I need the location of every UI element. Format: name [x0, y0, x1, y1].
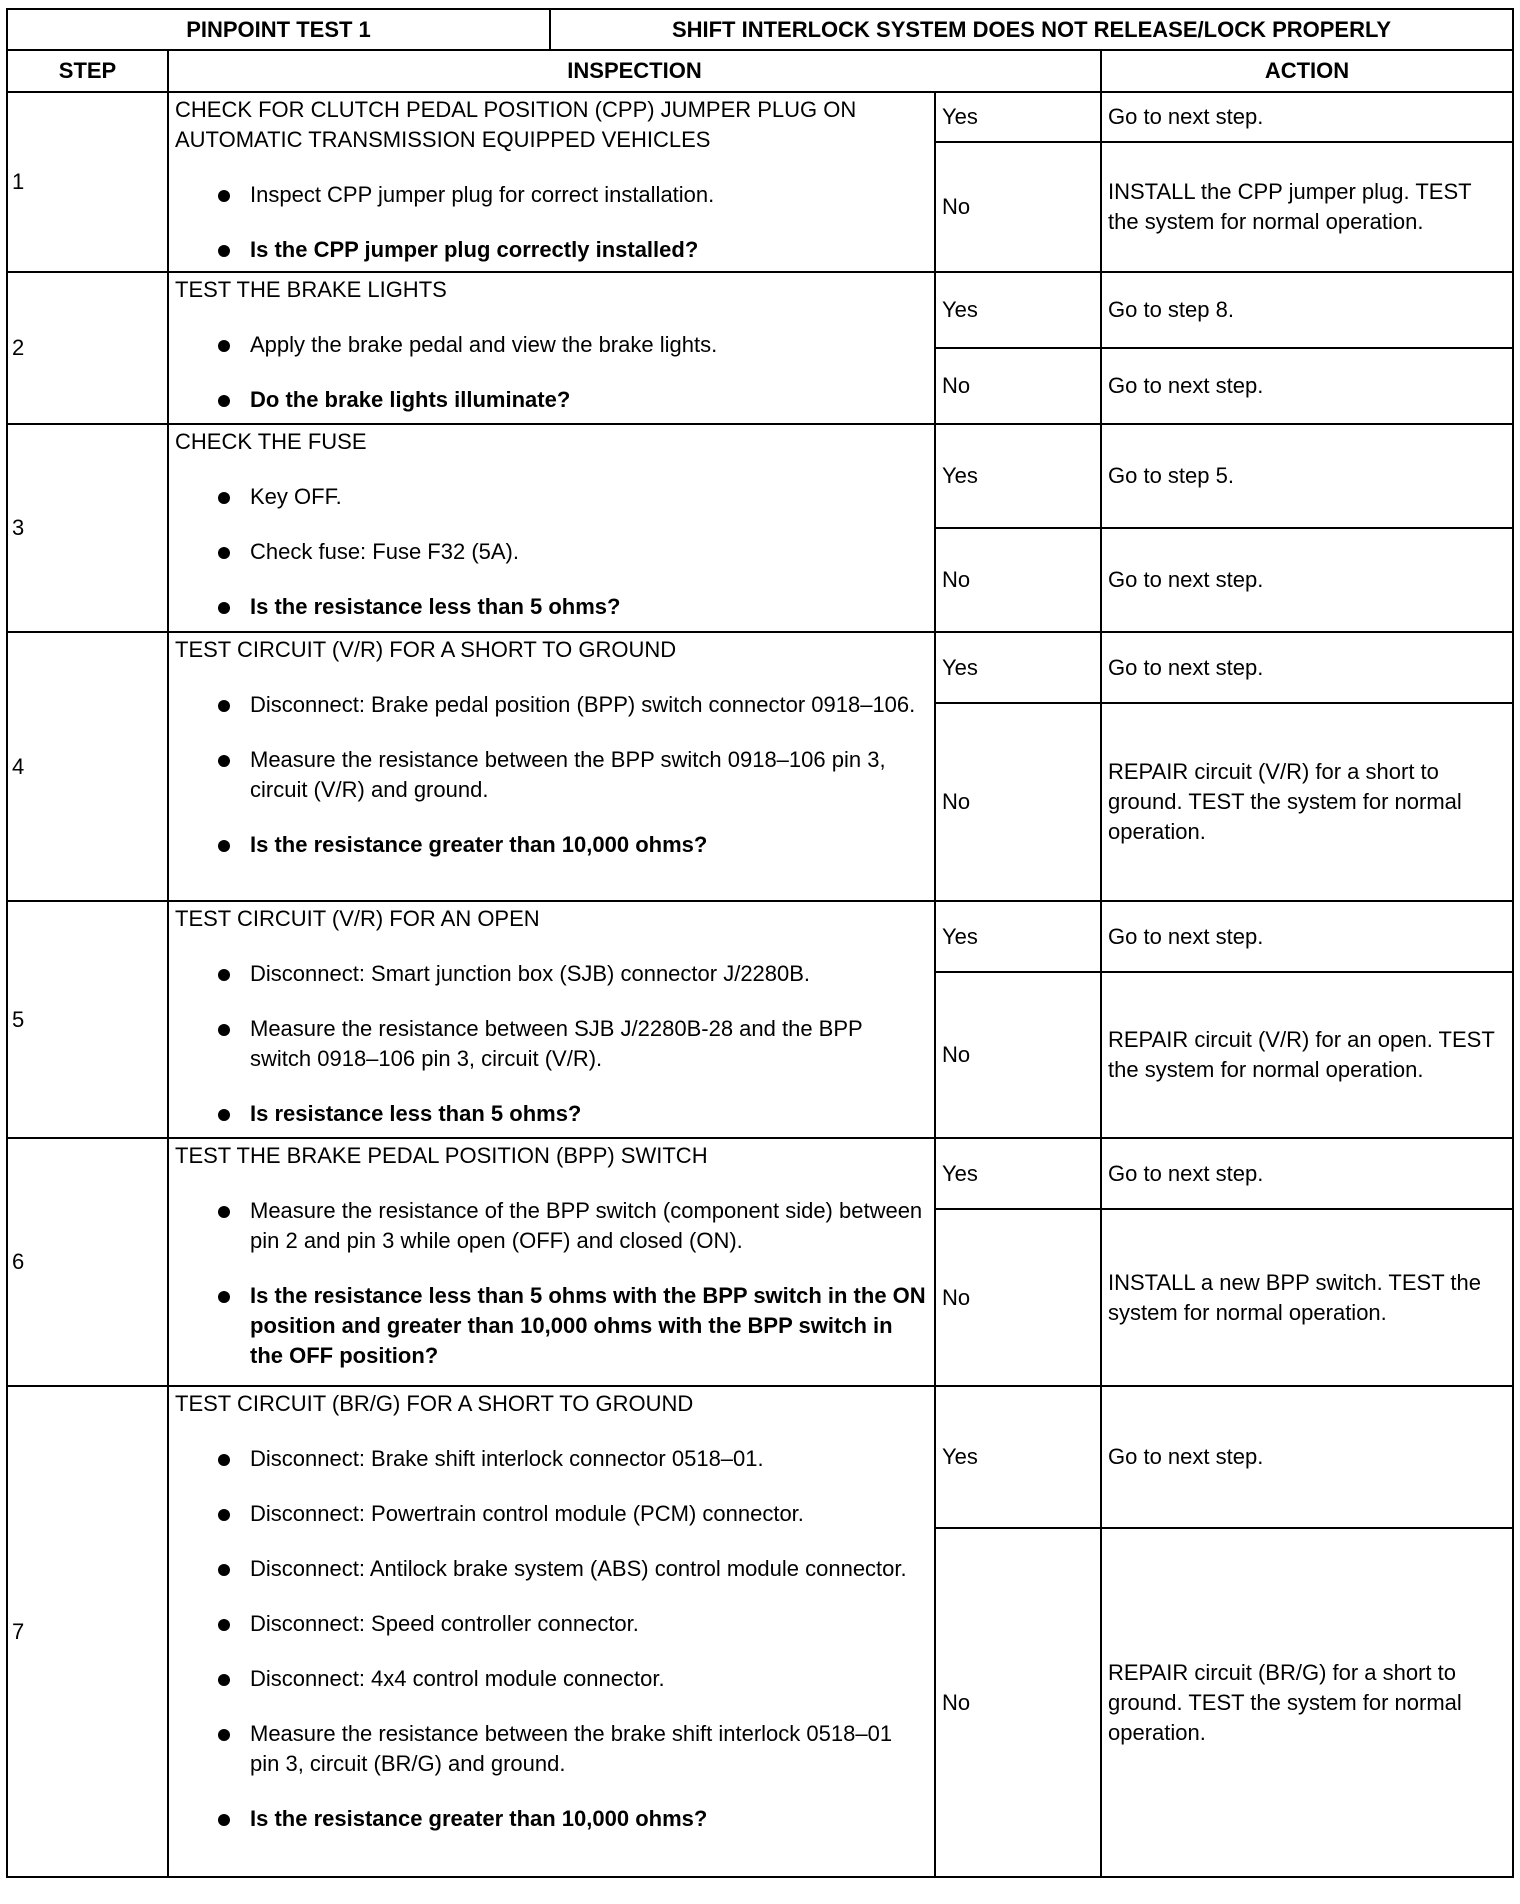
test-title: SHIFT INTERLOCK SYSTEM DOES NOT RELEASE/LOCK PROPERLY: [550, 9, 1513, 50]
inspection-bullet: Disconnect: Brake shift interlock connector 0518–01.: [175, 1444, 926, 1474]
yes-action: Go to next step.: [1101, 1386, 1513, 1528]
inspection-bullet: Measure the resistance of the BPP switch (component side) between pin 2 and pin 3 while open (OFF) and closed (ON).: [175, 1196, 926, 1256]
inspection-title: CHECK THE FUSE: [175, 429, 367, 454]
yes-label: Yes: [935, 1386, 1101, 1528]
yes-label: Yes: [935, 272, 1101, 348]
no-action: REPAIR circuit (V/R) for an open. TEST the system for normal operation.: [1101, 972, 1513, 1138]
inspection-bullet: Disconnect: Smart junction box (SJB) connector J/2280B.: [175, 959, 926, 989]
yes-action: Go to step 8.: [1101, 272, 1513, 348]
yes-label: Yes: [935, 424, 1101, 528]
inspection-bullets: [175, 180, 926, 265]
step-number: 2: [7, 272, 168, 424]
inspection-bullet: Measure the resistance between SJB J/2280B-28 and the BPP switch 0918–106 pin 3, circuit (V/R).: [175, 1014, 926, 1074]
yes-action: Go to step 5.: [1101, 424, 1513, 528]
yes-label: Yes: [935, 632, 1101, 703]
yes-action: Go to next step.: [1101, 901, 1513, 972]
title-row: [7, 9, 1513, 50]
inspection-title: TEST CIRCUIT (V/R) FOR AN OPEN: [175, 906, 540, 931]
inspection-bullet: Disconnect: Brake pedal position (BPP) switch connector 0918–106.: [175, 690, 926, 720]
inspection-bullet: Measure the resistance between the BPP switch 0918–106 pin 3, circuit (V/R) and ground.: [175, 745, 926, 805]
yes-action: Go to next step.: [1101, 1138, 1513, 1209]
inspection-bullets: [175, 1444, 926, 1834]
inspection-bullet: Disconnect: Powertrain control module (PCM) connector.: [175, 1499, 926, 1529]
inspection-bullets: [175, 482, 926, 622]
inspection-question: Is resistance less than 5 ohms?: [175, 1099, 926, 1129]
inspection-question: Is the resistance less than 5 ohms with the BPP switch in the ON position and greater than 10,000 ohms with the BPP switch in the OFF position?: [175, 1281, 926, 1371]
no-label: No: [935, 1528, 1101, 1877]
inspection-title: TEST THE BRAKE LIGHTS: [175, 277, 447, 302]
inspection-title: TEST CIRCUIT (BR/G) FOR A SHORT TO GROUND: [175, 1391, 694, 1416]
inspection-bullet: Inspect CPP jumper plug for correct installation.: [175, 180, 926, 210]
inspection-cell: [168, 1138, 935, 1386]
inspection-question: Is the resistance greater than 10,000 ohms?: [175, 830, 926, 860]
inspection-question: Is the resistance greater than 10,000 ohms?: [175, 1804, 926, 1834]
inspection-question: Is the resistance less than 5 ohms?: [175, 592, 926, 622]
step-row: [7, 424, 1513, 528]
step-number: 7: [7, 1386, 168, 1877]
inspection-bullet: Measure the resistance between the brake shift interlock 0518–01 pin 3, circuit (BR/G) and ground.: [175, 1719, 926, 1779]
no-label: No: [935, 142, 1101, 272]
yes-label: Yes: [935, 92, 1101, 142]
inspection-question: Is the CPP jumper plug correctly installed?: [175, 235, 926, 265]
pinpoint-test-table: [6, 8, 1514, 1878]
inspection-bullets: [175, 959, 926, 1129]
step-row: [7, 901, 1513, 972]
no-action: REPAIR circuit (V/R) for a short to ground. TEST the system for normal operation.: [1101, 703, 1513, 901]
column-header-inspection: INSPECTION: [168, 50, 1101, 92]
inspection-cell: [168, 1386, 935, 1877]
column-header-step: STEP: [7, 50, 168, 92]
no-label: No: [935, 348, 1101, 424]
yes-action: Go to next step.: [1101, 92, 1513, 142]
column-header-action: ACTION: [1101, 50, 1513, 92]
inspection-cell: [168, 92, 935, 272]
inspection-bullet: Check fuse: Fuse F32 (5A).: [175, 537, 926, 567]
inspection-bullets: [175, 1196, 926, 1371]
yes-action: Go to next step.: [1101, 632, 1513, 703]
step-number: 3: [7, 424, 168, 632]
no-action: INSTALL a new BPP switch. TEST the system for normal operation.: [1101, 1209, 1513, 1386]
step-number: 1: [7, 92, 168, 272]
step-number: 6: [7, 1138, 168, 1386]
inspection-title: CHECK FOR CLUTCH PEDAL POSITION (CPP) JUMPER PLUG ON AUTOMATIC TRANSMISSION EQUIPPED VEHICLES: [175, 97, 857, 152]
inspection-bullet: Key OFF.: [175, 482, 926, 512]
inspection-cell: [168, 424, 935, 632]
step-row: [7, 632, 1513, 703]
step-number: 5: [7, 901, 168, 1138]
test-label: PINPOINT TEST 1: [7, 9, 550, 50]
no-action: REPAIR circuit (BR/G) for a short to ground. TEST the system for normal operation.: [1101, 1528, 1513, 1877]
inspection-bullet: Disconnect: Antilock brake system (ABS) control module connector.: [175, 1554, 926, 1584]
inspection-bullet: Apply the brake pedal and view the brake lights.: [175, 330, 926, 360]
step-row: [7, 1386, 1513, 1528]
no-label: No: [935, 703, 1101, 901]
inspection-bullet: Disconnect: 4x4 control module connector.: [175, 1664, 926, 1694]
step-row: [7, 272, 1513, 348]
pinpoint-test-document: [6, 8, 1512, 1878]
step-number: 4: [7, 632, 168, 901]
inspection-cell: [168, 272, 935, 424]
inspection-cell: [168, 901, 935, 1138]
no-label: No: [935, 1209, 1101, 1386]
inspection-bullets: [175, 690, 926, 860]
step-row: [7, 92, 1513, 142]
inspection-question: Do the brake lights illuminate?: [175, 385, 926, 415]
inspection-title: TEST CIRCUIT (V/R) FOR A SHORT TO GROUND: [175, 637, 677, 662]
inspection-title: TEST THE BRAKE PEDAL POSITION (BPP) SWITCH: [175, 1143, 708, 1168]
inspection-bullets: [175, 330, 926, 415]
no-action: Go to next step.: [1101, 348, 1513, 424]
no-label: No: [935, 528, 1101, 632]
no-label: No: [935, 972, 1101, 1138]
step-row: [7, 1138, 1513, 1209]
no-action: INSTALL the CPP jumper plug. TEST the system for normal operation.: [1101, 142, 1513, 272]
yes-label: Yes: [935, 1138, 1101, 1209]
inspection-cell: [168, 632, 935, 901]
no-action: Go to next step.: [1101, 528, 1513, 632]
column-header-row: [7, 50, 1513, 92]
inspection-bullet: Disconnect: Speed controller connector.: [175, 1609, 926, 1639]
yes-label: Yes: [935, 901, 1101, 972]
